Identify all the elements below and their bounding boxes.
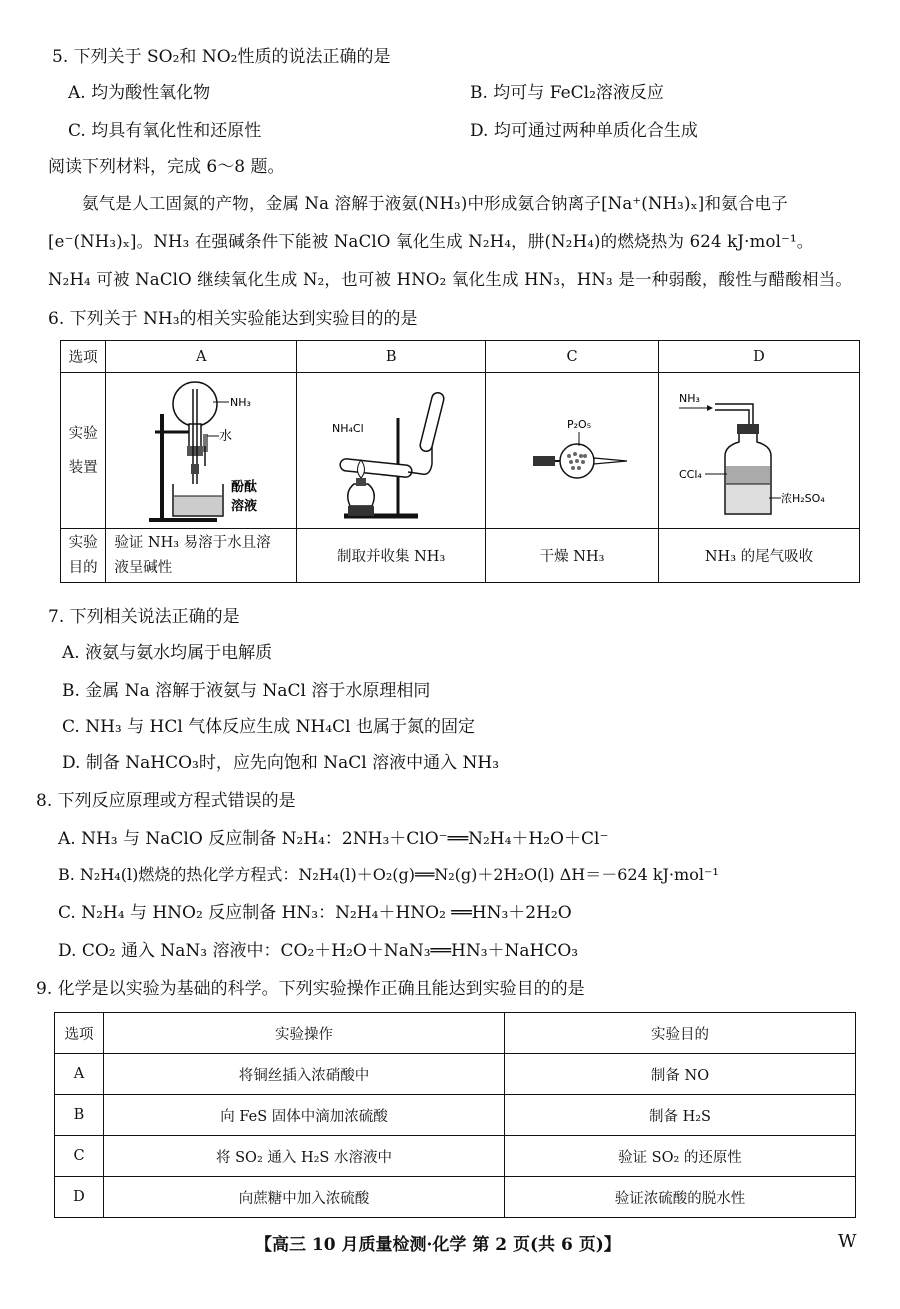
q9-row-c-option: C	[55, 1136, 104, 1177]
q9-header-operation: 实验操作	[104, 1013, 505, 1054]
apparatus-d	[659, 373, 860, 529]
label-nh4cl: NH₄Cl	[332, 421, 364, 435]
q6-header-a: A	[106, 341, 297, 373]
table-row	[55, 1054, 856, 1095]
q7-option-a: A. 液氨与氨水均属于电解质	[62, 643, 273, 663]
tail-gas-absorption-figure	[659, 374, 859, 524]
table-row	[55, 1177, 856, 1218]
label-conc-h2so4: 浓H₂SO₄	[781, 491, 825, 505]
q9-row-a-option: A	[55, 1054, 104, 1095]
label-water: 水	[219, 428, 233, 444]
q9-row-c-purpose: 验证 SO₂ 的还原性	[505, 1136, 856, 1177]
q9-table	[54, 1012, 856, 1218]
q9-header-purpose: 实验目的	[505, 1013, 856, 1054]
label-phenolphthalein: 酚酞	[231, 479, 258, 495]
q9-row-d-purpose: 验证浓硫酸的脱水性	[505, 1177, 856, 1218]
label-p2o5: P₂O₅	[567, 417, 592, 431]
label-line: 实验	[68, 425, 98, 442]
reading-intro: 阅读下列材料，完成 6～8 题。	[48, 157, 285, 177]
q5-option-a: A. 均为酸性氧化物	[68, 83, 211, 103]
apparatus-a	[106, 373, 297, 529]
drying-tube-figure	[487, 374, 657, 524]
reading-paragraph-line-1: 氨气是人工固氮的产物，金属 Na 溶解于液氨(NH₃)中形成氨合钠离子[Na⁺(NH₃)ₓ]和氨合电子	[82, 194, 788, 213]
q7-option-d: D. 制备 NaHCO₃时，应先向饱和 NaCl 溶液中通入 NH₃	[62, 753, 500, 773]
q9-row-d-option: D	[55, 1177, 104, 1218]
q7-option-b: B. 金属 Na 溶解于液氨与 NaCl 溶于水原理相同	[62, 681, 431, 701]
q9-header-option: 选项	[55, 1013, 104, 1054]
label-ccl4: CCl₄	[679, 467, 702, 481]
q5-option-c: C. 均具有氧化性和还原性	[68, 121, 262, 141]
q6-header-option: 选项	[61, 341, 106, 373]
q6-table	[60, 340, 860, 583]
q6-purpose-c: 干燥 NH₃	[486, 529, 659, 583]
nh4cl-heating-apparatus-figure	[298, 374, 484, 524]
corner-mark: W	[838, 1231, 857, 1252]
q9-stem: 9. 化学是以实验为基础的科学。下列实验操作正确且能达到实验目的的是	[36, 979, 585, 999]
q9-row-a-operation: 将铜丝插入浓硝酸中	[104, 1054, 505, 1095]
q6-row-purpose-label	[61, 529, 106, 583]
q9-row-d-operation: 向蔗糖中加入浓硫酸	[104, 1177, 505, 1218]
q7-option-c: C. NH₃ 与 HCl 气体反应生成 NH₄Cl 也属于氮的固定	[62, 717, 475, 737]
reading-paragraph-line-2: [e⁻(NH₃)ₓ]。NH₃ 在强碱条件下能被 NaClO 氧化生成 N₂H₄，肼(N₂H₄)的燃烧热为 624 kJ·mol⁻¹。	[48, 232, 814, 251]
table-row	[55, 1136, 856, 1177]
purpose-a-line-2: 液呈碱性	[114, 559, 173, 576]
q5-option-d: D. 均可通过两种单质化合生成	[470, 121, 698, 141]
q6-stem: 6. 下列关于 NH₃的相关实验能达到实验目的的是	[48, 309, 418, 329]
q5-stem: 5. 下列关于 SO₂和 NO₂性质的说法正确的是	[52, 47, 391, 67]
q9-row-b-operation: 向 FeS 固体中滴加浓硫酸	[104, 1095, 505, 1136]
purpose-a-line-1: 验证 NH₃ 易溶于水且溶	[114, 534, 271, 551]
q8-option-b: B. N₂H₄(l)燃烧的热化学方程式：N₂H₄(l)＋O₂(g)══N₂(g)＋2H₂O(l) ΔH＝－624 kJ·mol⁻¹	[58, 865, 719, 884]
q9-row-c-operation: 将 SO₂ 通入 H₂S 水溶液中	[104, 1136, 505, 1177]
label-nh3: NH₃	[230, 395, 252, 409]
label-line: 装置	[68, 459, 98, 476]
q9-row-b-purpose: 制备 H₂S	[505, 1095, 856, 1136]
page-footer: 【高三 10 月质量检测·化学 第 2 页(共 6 页)】	[255, 1235, 621, 1255]
q6-purpose-a	[106, 529, 297, 583]
q8-option-a: A. NH₃ 与 NaClO 反应制备 N₂H₄：2NH₃＋ClO⁻══N₂H₄＋H₂O＋Cl⁻	[58, 829, 609, 849]
label-solution: 溶液	[231, 498, 258, 514]
q6-header-b: B	[297, 341, 486, 373]
q7-stem: 7. 下列相关说法正确的是	[48, 607, 240, 627]
q6-header-d: D	[659, 341, 860, 373]
q6-row-apparatus-label	[61, 373, 106, 529]
q8-option-c: C. N₂H₄ 与 HNO₂ 反应制备 HN₃：N₂H₄＋HNO₂ ══HN₃＋2H₂O	[58, 903, 572, 923]
q5-option-b: B. 均可与 FeCl₂溶液反应	[470, 83, 664, 103]
q8-stem: 8. 下列反应原理或方程式错误的是	[36, 791, 296, 811]
q6-header-c: C	[486, 341, 659, 373]
q6-purpose-b: 制取并收集 NH₃	[297, 529, 486, 583]
q9-row-b-option: B	[55, 1095, 104, 1136]
q6-purpose-d: NH₃ 的尾气吸收	[659, 529, 860, 583]
fountain-apparatus-figure	[107, 374, 295, 524]
q8-option-d: D. CO₂ 通入 NaN₃ 溶液中：CO₂＋H₂O＋NaN₃══HN₃＋NaHCO₃	[58, 941, 579, 961]
table-row	[55, 1095, 856, 1136]
label-line: 实验	[68, 534, 98, 551]
q9-row-a-purpose: 制备 NO	[505, 1054, 856, 1095]
apparatus-c	[486, 373, 659, 529]
label-nh3-inlet: NH₃	[679, 391, 700, 405]
apparatus-b	[297, 373, 486, 529]
label-line: 目的	[68, 559, 98, 576]
reading-paragraph-line-3: N₂H₄ 可被 NaClO 继续氧化生成 N₂，也可被 HNO₂ 氧化生成 HN₃，HN₃ 是一种弱酸，酸性与醋酸相当。	[48, 270, 853, 289]
